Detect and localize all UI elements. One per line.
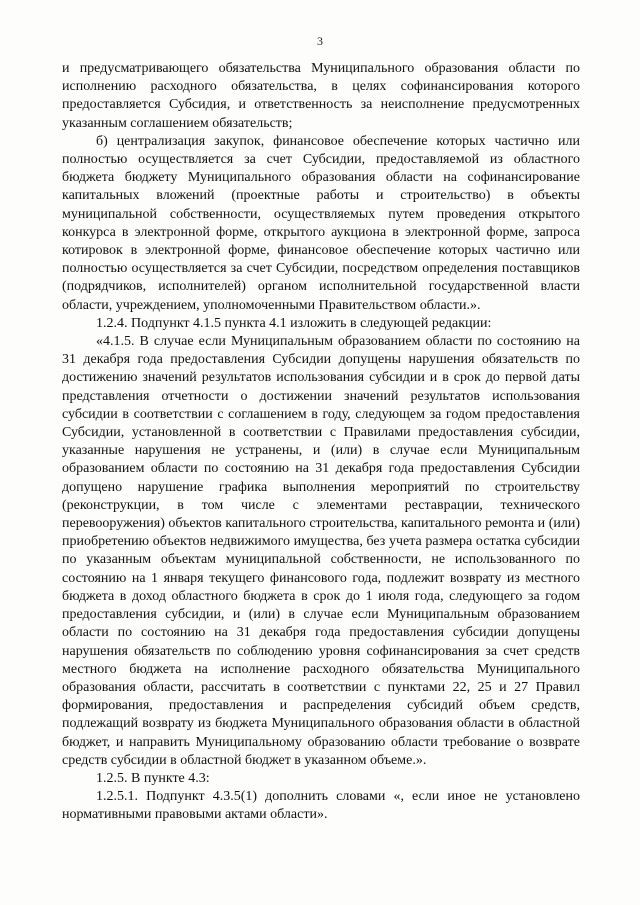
- paragraph-item-b: б) централизация закупок, финансовое обеспечение которых частично или полностью осуществляется за счет Субсидии, предоставляемой из областного бюджета бюджету Муниципального образования области на софинансирование капитальных вложений (проектные работы и строительство) в объекты муниципальной собственности, осуществляемых путем проведения открытого конкурса в электронной форме, открытого аукциона в электронной форме, запроса котировок в электронной форме, финансовое обеспечение которых частично или полностью осуществляется за счет Субсидии, посредством определения поставщиков (подрядчиков, исполнителей) органом исполнительной государственной власти области, учреждением, уполномоченными Правительством области.».: [62, 133, 580, 313]
- paragraph-1-2-4: 1.2.4. Подпункт 4.1.5 пункта 4.1 изложить в следующей редакции:: [96, 315, 492, 331]
- document-body: [62, 60, 580, 825]
- page-number: 3: [317, 34, 323, 48]
- paragraph-1-2-5: 1.2.5. В пункте 4.3:: [96, 770, 210, 786]
- paragraph-4-1-5: «4.1.5. В случае если Муниципальным образованием области по состоянию на 31 декабря года предоставления Субсидии допущены нарушения обязательств по достижению значений результатов использования субсидии и в срок до первой даты представления отчетности о достижении значений результатов использования субсидии в соответствии с соглашением в году, следующем за годом предоставления Субсидии, установленной в соответствии с Правилами предоставления субсидии, указанные нарушения не устранены, и (или) в случае если Муниципальным образованием области по состоянию на 31 декабря года предоставления Субсидии допущено нарушение графика выполнения мероприятий по строительству (реконструкции, в том числе с элементами реставрации, технического перевооружения) объектов капитального строительства, капитального ремонта и (или) приобретению объектов недвижимого имущества, без учета размера остатка субсидии по указанным объектам муниципальной собственности, не использованного по состоянию на 1 января текущего финансового года, подлежит возврату из местного бюджета в доход областного бюджета в срок до 1 июля года, следующего за годом предоставления субсидии, и (или) в случае если Муниципальным образованием области по состоянию на 31 декабря года предоставления субсидии допущены нарушения обязательств по соблюдению уровня софинансирования за счет средств местного бюджета на исполнение расходного обязательства Муниципального образования области, рассчитать в соответствии с пунктами 22, 25 и 27 Правил формирования, предоставления и распределения субсидий объем средств, подлежащий возврату из бюджета Муниципального образования области в областной бюджет, и направить Муниципальному образованию области требование о возврате средств субсидии в областной бюджет в указанном объеме.».: [62, 334, 580, 768]
- paragraph-continuation: и предусматривающего обязательства Муниципального образования области по исполнению расходного обязательства, в целях софинансирования которого предоставляется Субсидия, и ответственность за неисполнение предусмотренных указанным соглашением обязательств;: [62, 61, 580, 131]
- paragraph-1-2-5-1: 1.2.5.1. Подпункт 4.3.5(1) дополнить словами «, если иное не установлено нормативными правовыми актами области».: [62, 789, 580, 823]
